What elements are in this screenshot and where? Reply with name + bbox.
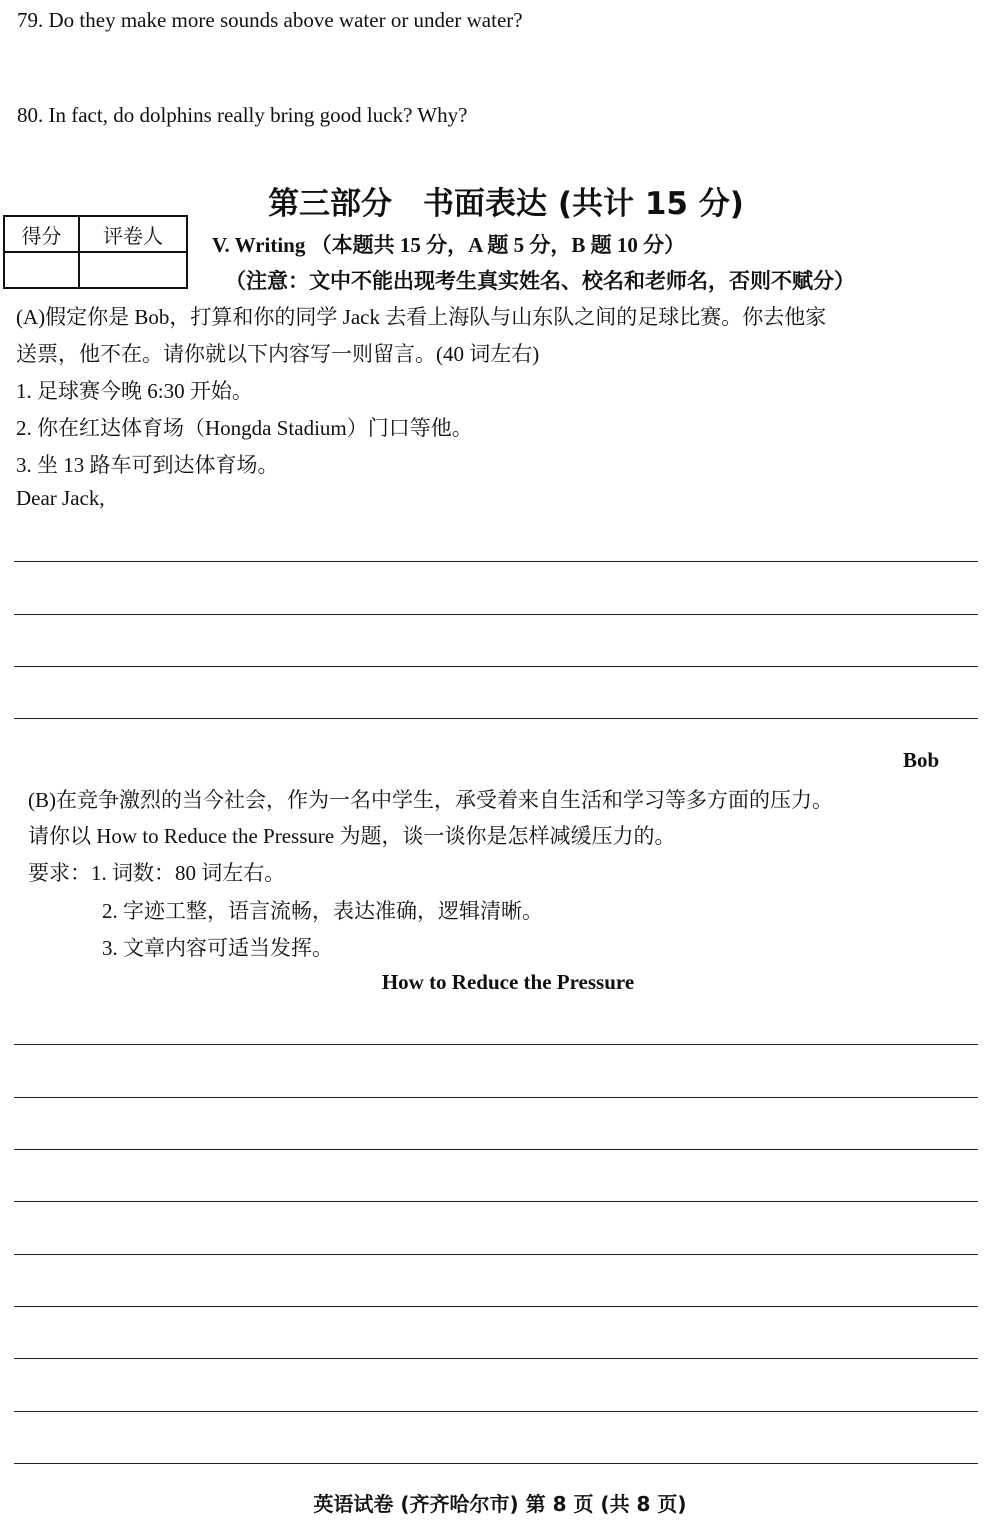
writing-line[interactable]: [14, 614, 978, 615]
writing-line[interactable]: [14, 1097, 978, 1098]
part-b-intro-line1: (B)在竞争激烈的当今社会，作为一名中学生，承受着来自生活和学习等多方面的压力。: [28, 788, 833, 812]
grader-cell[interactable]: [79, 252, 187, 288]
notice: （注意：文中不能出现考生真实姓名、校名和老师名，否则不赋分）: [225, 269, 855, 293]
writing-line[interactable]: [14, 1411, 978, 1412]
writing-line[interactable]: [14, 1149, 978, 1150]
writing-line[interactable]: [14, 1044, 978, 1045]
part-a-point: 1. 足球赛今晚 6:30 开始。: [16, 379, 253, 403]
writing-line[interactable]: [14, 666, 978, 667]
question-80: 80. In fact, do dolphins really bring good luck? Why?: [17, 103, 468, 127]
part-b-intro-line2: 请你以 How to Reduce the Pressure 为题，谈一谈你是怎样减缓压力的。: [28, 824, 676, 848]
requirement: 要求：1. 词数：80 词左右。: [28, 861, 286, 885]
requirement: 2. 字迹工整，语言流畅，表达准确，逻辑清晰。: [102, 899, 543, 923]
writing-line[interactable]: [14, 718, 978, 719]
part-a-point: 2. 你在红达体育场（Hongda Stadium）门口等他。: [16, 416, 473, 440]
requirement: 3. 文章内容可适当发挥。: [102, 936, 333, 960]
writing-line[interactable]: [14, 1254, 978, 1255]
part-a-intro-line1: (A)假定你是 Bob，打算和你的同学 Jack 去看上海队与山东队之间的足球比赛。你去他家: [16, 305, 827, 329]
page-footer: 英语试卷 (齐齐哈尔市) 第 8 页 (共 8 页): [313, 1492, 687, 1516]
writing-line[interactable]: [14, 1306, 978, 1307]
part-a-point: 3. 坐 13 路车可到达体育场。: [16, 453, 279, 477]
signature: Bob: [903, 748, 940, 772]
writing-header: V. Writing （本题共 15 分，A 题 5 分，B 题 10 分）: [212, 233, 686, 257]
question-79: 79. Do they make more sounds above water or under water?: [17, 8, 523, 32]
score-table: [3, 215, 188, 289]
grader-label: 评卷人: [79, 216, 187, 252]
writing-line[interactable]: [14, 1358, 978, 1359]
writing-line[interactable]: [14, 1201, 978, 1202]
score-label: 得分: [4, 216, 79, 252]
section-heading: 第三部分 书面表达 (共计 15 分): [268, 186, 744, 222]
part-a-intro-line2: 送票，他不在。请你就以下内容写一则留言。(40 词左右): [16, 342, 540, 366]
salutation: Dear Jack,: [16, 486, 105, 510]
score-cell[interactable]: [4, 252, 79, 288]
essay-title: How to Reduce the Pressure: [381, 970, 635, 994]
writing-line[interactable]: [14, 1463, 978, 1464]
writing-line[interactable]: [14, 561, 978, 562]
